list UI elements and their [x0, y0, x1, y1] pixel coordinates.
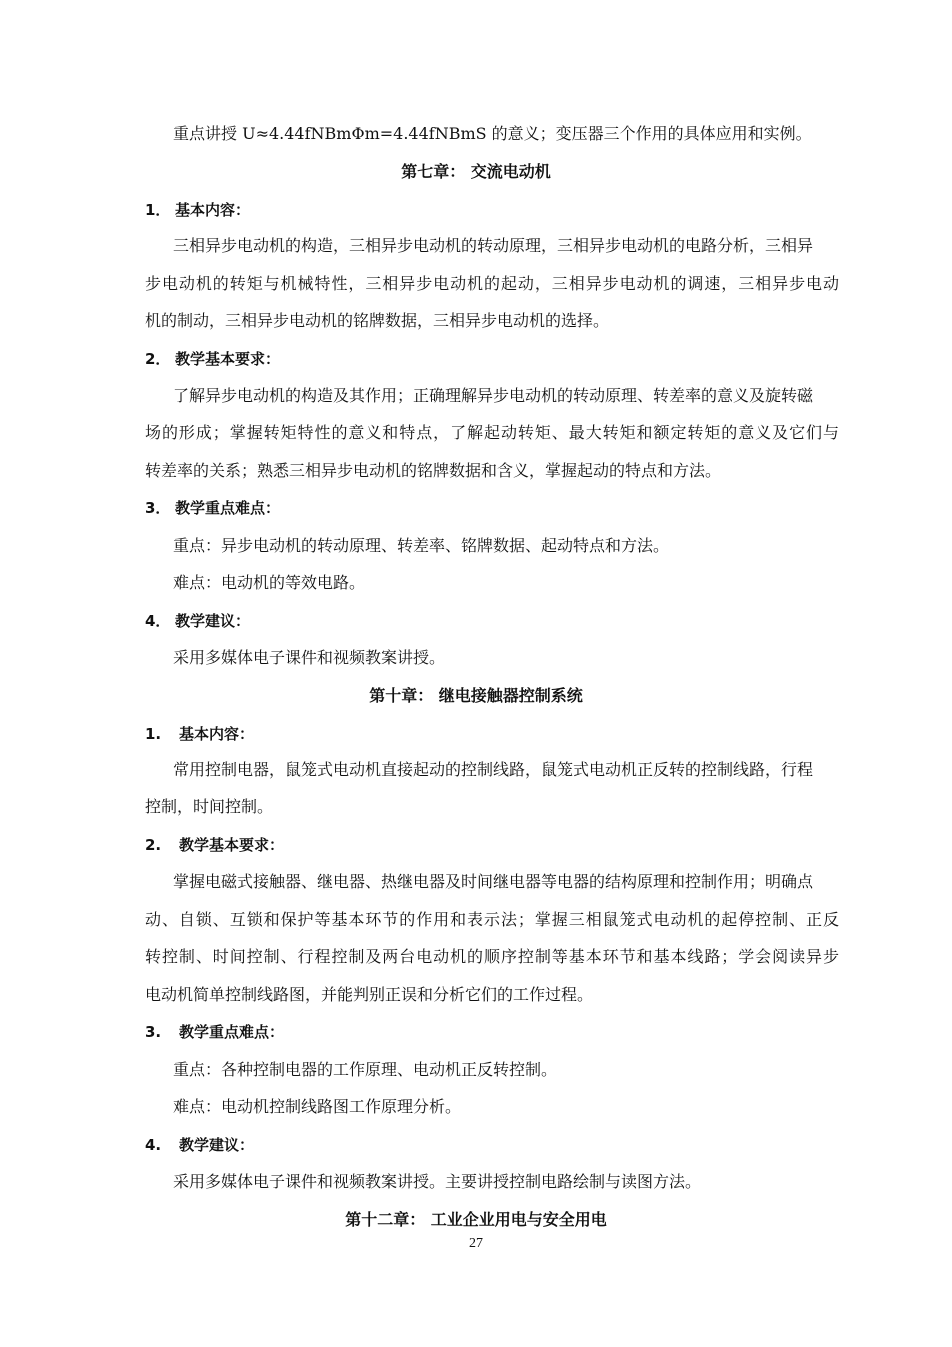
section-number: 4．: [145, 612, 171, 630]
section-label: 教学基本要求：: [175, 350, 281, 368]
section-label: 基本内容：: [175, 201, 251, 219]
page-number: 27: [469, 1236, 483, 1251]
section-number: 1.: [145, 725, 162, 743]
section-label: 教学重点难点：: [179, 1023, 285, 1041]
section-number: 4.: [145, 1136, 162, 1154]
ch7-s1-line-3: 机的制动，三相异步电动机的铭牌数据，三相异步电动机的选择。: [145, 311, 610, 330]
intro-paragraph: 重点讲授 U≈4.44fNBmΦm=4.44fNBmS 的意义；变压器三个作用的具体应用和实例。: [173, 124, 812, 143]
chapter-10-title: 第十章： 继电接触器控制系统: [369, 686, 583, 705]
ch7-s2-line-2: 场的形成；掌握转矩特性的意义和特点，了解起动转矩、最大转矩和额定转矩的意义及它们与: [145, 423, 839, 442]
ch7-s1-line-1: 三相异步电动机的构造，三相异步电动机的转动原理，三相异步电动机的电路分析，三相异: [173, 236, 814, 255]
ch10-s2-line-1: 掌握电磁式接触器、继电器、热继电器及时间继电器等电器的结构原理和控制作用；明确点: [173, 872, 814, 891]
ch7-section-1-heading: [145, 200, 845, 220]
ch10-s2-line-3: 转控制、时间控制、行程控制及两台电动机的顺序控制等基本环节和基本线路；学会阅读异步: [145, 947, 839, 966]
section-number: 1．: [145, 201, 171, 219]
ch7-s3-line-1: 重点：异步电动机的转动原理、转差率、铭牌数据、起动特点和方法。: [173, 536, 670, 555]
ch7-s2-line-3: 转差率的关系；熟悉三相异步电动机的铭牌数据和含义，掌握起动的特点和方法。: [145, 461, 722, 480]
section-number: 3.: [145, 1023, 162, 1041]
section-label: 基本内容：: [179, 725, 255, 743]
section-number: 3．: [145, 499, 171, 517]
ch10-s2-line-2: 动、自锁、互锁和保护等基本环节的作用和表示法；掌握三相鼠笼式电动机的起停控制、正反: [145, 910, 839, 929]
ch10-s1-line-1: 常用控制电器，鼠笼式电动机直接起动的控制线路，鼠笼式电动机正反转的控制线路，行程: [173, 760, 814, 779]
chapter-12-title: 第十二章： 工业企业用电与安全用电: [345, 1210, 607, 1229]
ch10-section-4-heading: [145, 1135, 845, 1155]
section-label: 教学建议：: [175, 612, 251, 630]
ch7-section-4-heading: [145, 611, 845, 631]
ch10-s3-line-1: 重点：各种控制电器的工作原理、电动机正反转控制。: [173, 1060, 558, 1079]
ch10-s3-line-2: 难点：电动机控制线路图工作原理分析。: [173, 1097, 462, 1116]
ch7-s4-line-1: 采用多媒体电子课件和视频教案讲授。: [173, 648, 446, 667]
chapter-7-title: 第七章： 交流电动机: [401, 162, 551, 181]
ch7-s2-line-1: 了解异步电动机的构造及其作用；正确理解异步电动机的转动原理、转差率的意义及旋转磁: [173, 386, 814, 405]
section-label: 教学基本要求：: [179, 836, 285, 854]
section-number: 2.: [145, 836, 162, 854]
section-label: 教学重点难点：: [175, 499, 281, 517]
ch10-section-1-heading: [145, 724, 845, 744]
ch7-section-2-heading: [145, 349, 845, 369]
ch10-s1-line-2: 控制，时间控制。: [145, 797, 274, 816]
ch7-s1-line-2: 步电动机的转矩与机械特性，三相异步电动机的起动，三相异步电动机的调速，三相异步电动: [145, 274, 839, 293]
ch7-section-3-heading: [145, 498, 845, 518]
ch10-s2-line-4: 电动机简单控制线路图，并能判别正误和分析它们的工作过程。: [145, 985, 594, 1004]
section-number: 2．: [145, 350, 171, 368]
ch10-s4-line-1: 采用多媒体电子课件和视频教案讲授。主要讲授控制电路绘制与读图方法。: [173, 1172, 702, 1191]
ch7-s3-line-2: 难点：电动机的等效电路。: [173, 573, 366, 592]
ch10-section-2-heading: [145, 835, 845, 855]
ch10-section-3-heading: [145, 1022, 845, 1042]
section-label: 教学建议：: [179, 1136, 255, 1154]
